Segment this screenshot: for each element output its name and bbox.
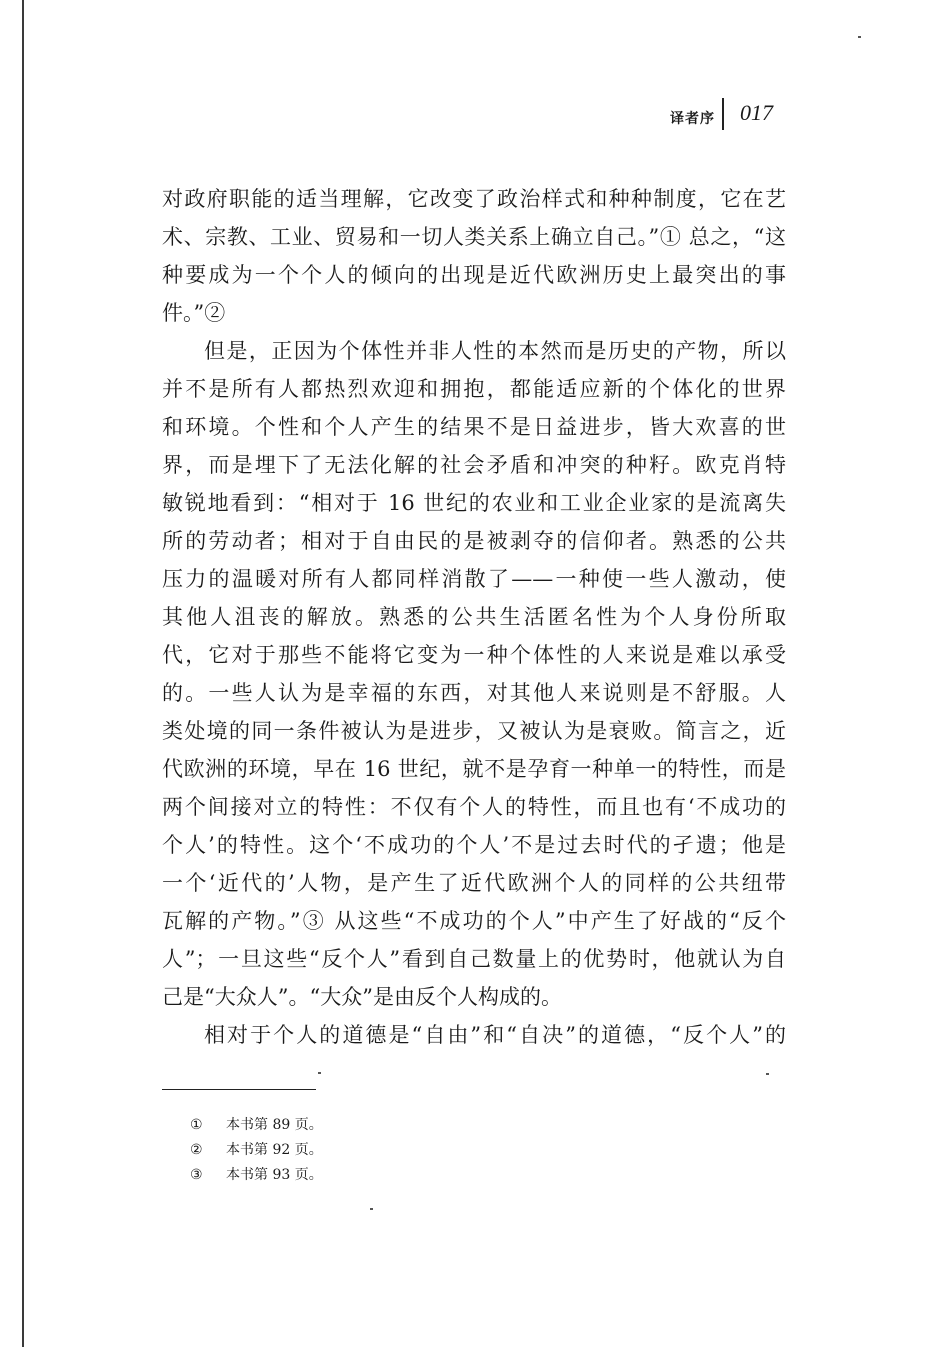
footnote-item bbox=[190, 1113, 323, 1138]
text-line: 代欧洲的环境，早在 16 世纪，就不是孕育一种单一的特性，而是 bbox=[162, 757, 786, 781]
text-line: 件。”② bbox=[162, 301, 226, 325]
footnotes bbox=[190, 1113, 323, 1188]
footnote-mark: ② bbox=[190, 1142, 203, 1158]
footnote-item bbox=[190, 1163, 323, 1188]
text-line: 的。一些人认为是幸福的东西，对其他人来说则是不舒服。人 bbox=[162, 681, 786, 705]
footnote-text: 本书第 92 页。 bbox=[226, 1142, 323, 1158]
text-line: 人”；一旦这些“反个人”看到自己数量上的优势时，他就认为自 bbox=[162, 947, 786, 971]
body-text bbox=[162, 180, 786, 1054]
scan-speck bbox=[318, 1072, 321, 1074]
paragraph-first-line: 相对于个人的道德是“自由”和“自决”的道德，“反个人”的 bbox=[204, 1023, 786, 1047]
text-line: 压力的温暖对所有人都同样消散了——一种使一些人激动，使 bbox=[162, 567, 786, 591]
page-left-edge-rule bbox=[22, 0, 24, 1347]
section-title: 译者序 bbox=[670, 111, 715, 127]
text-line: 类处境的同一条件被认为是进步，又被认为是衰败。简言之，近 bbox=[162, 719, 786, 743]
text-line: 界，而是埋下了无法化解的社会矛盾和冲突的种籽。欧克肖特 bbox=[162, 453, 786, 477]
text-line: 一个‘近代的’人物，是产生了近代欧洲个人的同样的公共纽带 bbox=[162, 871, 786, 895]
scan-speck bbox=[766, 1073, 769, 1075]
text-line: 己是“大众人”。“大众”是由反个人构成的。 bbox=[162, 985, 562, 1009]
text-line: 代，它对于那些不能将它变为一种个体性的人来说是难以承受 bbox=[162, 643, 786, 667]
header-separator bbox=[722, 98, 724, 130]
text-line: 敏锐地看到：“相对于 16 世纪的农业和工业企业家的是流离失 bbox=[162, 491, 786, 515]
text-line: 其他人沮丧的解放。熟悉的公共生活匿名性为个人身份所取 bbox=[162, 605, 786, 629]
text-line: 个人’的特性。这个‘不成功的个人’不是过去时代的孑遗；他是 bbox=[162, 833, 786, 857]
footnote-separator bbox=[162, 1089, 316, 1090]
text-line: 种要成为一个个人的倾向的出现是近代欧洲历史上最突出的事 bbox=[162, 263, 786, 287]
text-line: 两个间接对立的特性：不仅有个人的特性，而且也有‘不成功的 bbox=[162, 795, 786, 819]
paragraph-first-line: 但是，正因为个体性并非人性的本然而是历史的产物，所以 bbox=[204, 339, 786, 363]
footnote-text: 本书第 93 页。 bbox=[226, 1167, 323, 1183]
text-line: 所的劳动者；相对于自由民的是被剥夺的信仰者。熟悉的公共 bbox=[162, 529, 786, 553]
footnote-item bbox=[190, 1138, 323, 1163]
running-header bbox=[640, 98, 785, 130]
page-number: 017 bbox=[740, 100, 773, 125]
scan-speck bbox=[858, 36, 861, 38]
text-line: 对政府职能的适当理解，它改变了政治样式和种种制度，它在艺 bbox=[162, 187, 786, 211]
footnote-text: 本书第 89 页。 bbox=[226, 1117, 323, 1133]
text-line: 并不是所有人都热烈欢迎和拥抱，都能适应新的个体化的世界 bbox=[162, 377, 786, 401]
text-line: 和环境。个性和个人产生的结果不是日益进步，皆大欢喜的世 bbox=[162, 415, 786, 439]
text-line: 瓦解的产物。”③ 从这些“不成功的个人”中产生了好战的“反个 bbox=[162, 909, 786, 933]
footnote-mark: ③ bbox=[190, 1167, 203, 1183]
text-line: 术、宗教、工业、贸易和一切人类关系上确立自己。”① 总之，“这 bbox=[162, 225, 786, 249]
scan-speck bbox=[370, 1208, 373, 1210]
footnote-mark: ① bbox=[190, 1117, 203, 1133]
